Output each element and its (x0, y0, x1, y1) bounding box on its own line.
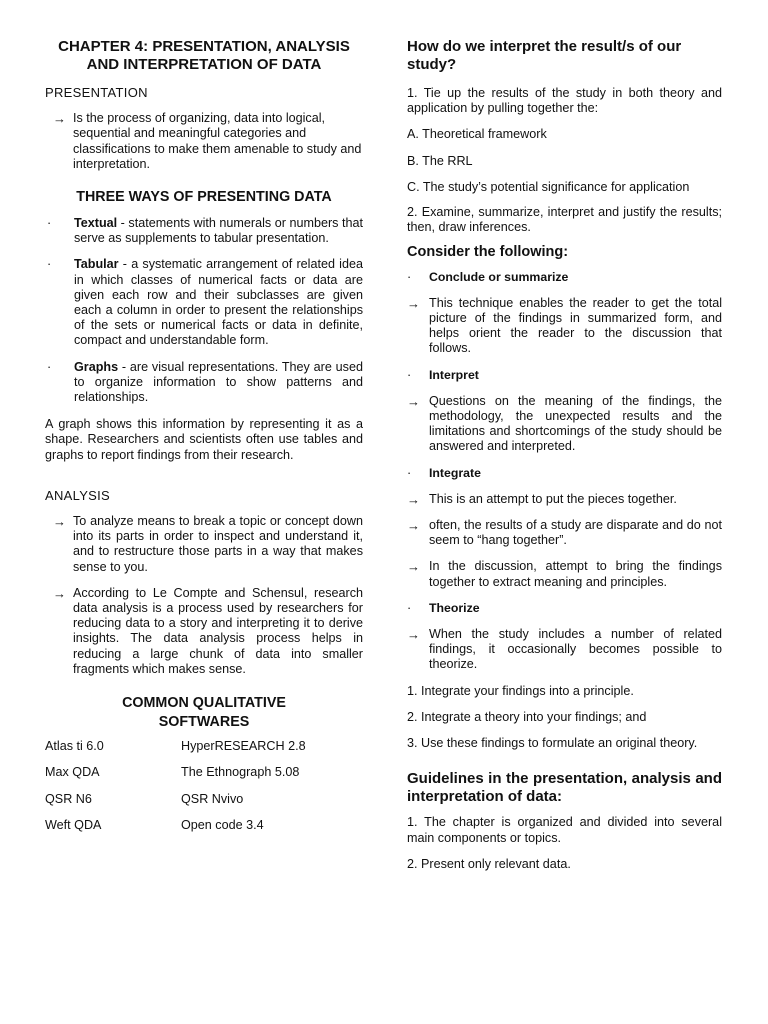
analysis-item-2 (45, 586, 363, 677)
way-desc: - statements with numerals or numbers that serve as supplements to tabular presentation. (74, 216, 363, 246)
way-desc: - a systematic arrangement of related idea in which classes of numerical facts or data are given each row and their subclasses are given each a column in order to present the relationships of the sets or numerical facts or data in definite, compact and understandable form. (74, 257, 363, 348)
arrow-icon: → (53, 585, 66, 601)
interpret-desc (407, 394, 722, 455)
bullet-icon: · (47, 359, 52, 374)
consider-heading: Consider the following: (407, 244, 569, 261)
integrate-text: In the discussion, attempt to bring the findings together to extract meaning and principles. (429, 559, 722, 589)
guidelines-heading: Guidelines in the presentation, analysis and interpretation of data: (407, 770, 722, 805)
item-c: C. The study’s potential significance for application (407, 179, 690, 194)
interpret-text: Questions on the meaning of the findings, the methodology, the unexpected results and the limitations and shortcomings of the study should be answered and interpreted. (429, 393, 722, 454)
theorize-item (407, 601, 722, 616)
theorize-label: Theorize (429, 600, 480, 615)
ways-heading: THREE WAYS OF PRESENTING DATA (76, 189, 332, 206)
software-row (45, 818, 363, 833)
integrate-desc-2 (407, 518, 722, 548)
integrate-desc-1 (407, 492, 722, 507)
guideline-1: 1. The chapter is organized and divided into several main components or topics. (407, 815, 722, 845)
way-tabular (45, 257, 363, 348)
left-column (45, 38, 363, 833)
software-row (45, 792, 363, 807)
presentation-text: Is the process of organizing, data into logical, sequential and meaningful categories and classifications to make them amenable to study and interpretation. (73, 111, 362, 171)
arrow-icon: → (53, 111, 66, 127)
software-table (45, 739, 363, 833)
theorize-desc (407, 627, 722, 673)
conclude-item (407, 270, 722, 285)
arrow-icon: → (407, 491, 420, 507)
bullet-icon: · (407, 600, 412, 615)
software-cell: Atlas ti 6.0 (45, 739, 104, 754)
way-desc: - are visual representations. They are used to organize information to show patterns and relationships. (74, 359, 363, 405)
analysis-text: To analyze means to break a topic or concept down into its parts in order to inspect and understand it, and to restructure those parts in a way that makes sense to you. (73, 514, 363, 574)
theorize-text: When the study includes a number of related findings, it occasionally becomes possible to theorize. (429, 627, 722, 672)
chapter-title: CHAPTER 4: PRESENTATION, ANALYSIS AND INTERPRETATION OF DATA (58, 38, 350, 73)
presentation-definition (45, 111, 363, 172)
right-column (407, 38, 722, 872)
bullet-icon: · (407, 269, 412, 284)
way-term: Textual (74, 216, 118, 231)
theory-step-1: 1. Integrate your findings into a principle. (407, 683, 634, 698)
bullet-icon: · (47, 216, 52, 231)
step-1: 1. Tie up the results of the study in both theory and application by pulling together the: (407, 86, 722, 116)
way-term: Tabular (74, 257, 119, 272)
conclude-desc (407, 296, 722, 357)
software-cell: The Ethnograph 5.08 (181, 765, 300, 780)
conclude-label: Conclude or summarize (429, 269, 569, 284)
integrate-item (407, 466, 722, 481)
software-cell: Max QDA (45, 765, 100, 780)
integrate-text: This is an attempt to put the pieces together. (429, 491, 677, 506)
analysis-text: According to Le Compte and Schensul, research data analysis is a process used by researchers for reducing data to a story and interpreting it to derive insights. The data analysis process helps in reducing a large chunk of data into smaller fragments which makes sense. (73, 585, 363, 676)
software-cell: QSR Nvivo (181, 791, 244, 806)
way-term: Graphs (74, 359, 119, 374)
interpret-label: Interpret (429, 367, 479, 382)
integrate-desc-3 (407, 559, 722, 589)
arrow-icon: → (53, 514, 66, 530)
guideline-2: 2. Present only relevant data. (407, 856, 571, 871)
software-row (45, 765, 363, 780)
software-row (45, 739, 363, 754)
software-heading: COMMON QUALITATIVE SOFTWARES (122, 695, 286, 731)
software-cell: HyperRESEARCH 2.8 (181, 739, 306, 754)
graph-paragraph: A graph shows this information by representing it as a shape. Researchers and scientists often use tables and graphs to report findings from their research. (45, 417, 363, 462)
theory-step-2: 2. Integrate a theory into your findings; and (407, 709, 647, 724)
software-cell: Open code 3.4 (181, 817, 264, 832)
software-cell: QSR N6 (45, 791, 92, 806)
item-b: B. The RRL (407, 153, 473, 168)
conclude-text: This technique enables the reader to get the total picture of the findings in summarized form, and helps orient the reader to the discussion that follows. (429, 295, 722, 356)
arrow-icon: → (407, 518, 420, 534)
integrate-label: Integrate (429, 465, 481, 480)
step-2: 2. Examine, summarize, interpret and justify the results; then, draw inferences. (407, 205, 722, 235)
bullet-icon: · (407, 367, 412, 382)
software-cell: Weft QDA (45, 817, 102, 832)
item-a: A. Theoretical framework (407, 127, 547, 142)
way-graphs (45, 360, 363, 406)
presentation-heading: PRESENTATION (45, 85, 148, 100)
analysis-item-1 (45, 514, 363, 575)
arrow-icon: → (407, 559, 420, 575)
arrow-icon: → (407, 295, 420, 311)
theory-step-3: 3. Use these findings to formulate an original theory. (407, 736, 698, 751)
analysis-heading: ANALYSIS (45, 487, 111, 503)
arrow-icon: → (407, 627, 420, 643)
way-textual (45, 216, 363, 246)
arrow-icon: → (407, 393, 420, 409)
interpret-item (407, 368, 722, 383)
interpret-question-heading: How do we interpret the result/s of our study? (407, 38, 682, 73)
integrate-text: often, the results of a study are disparate and do not seem to “hang together”. (429, 518, 722, 548)
bullet-icon: · (407, 465, 412, 480)
bullet-icon: · (47, 257, 52, 272)
